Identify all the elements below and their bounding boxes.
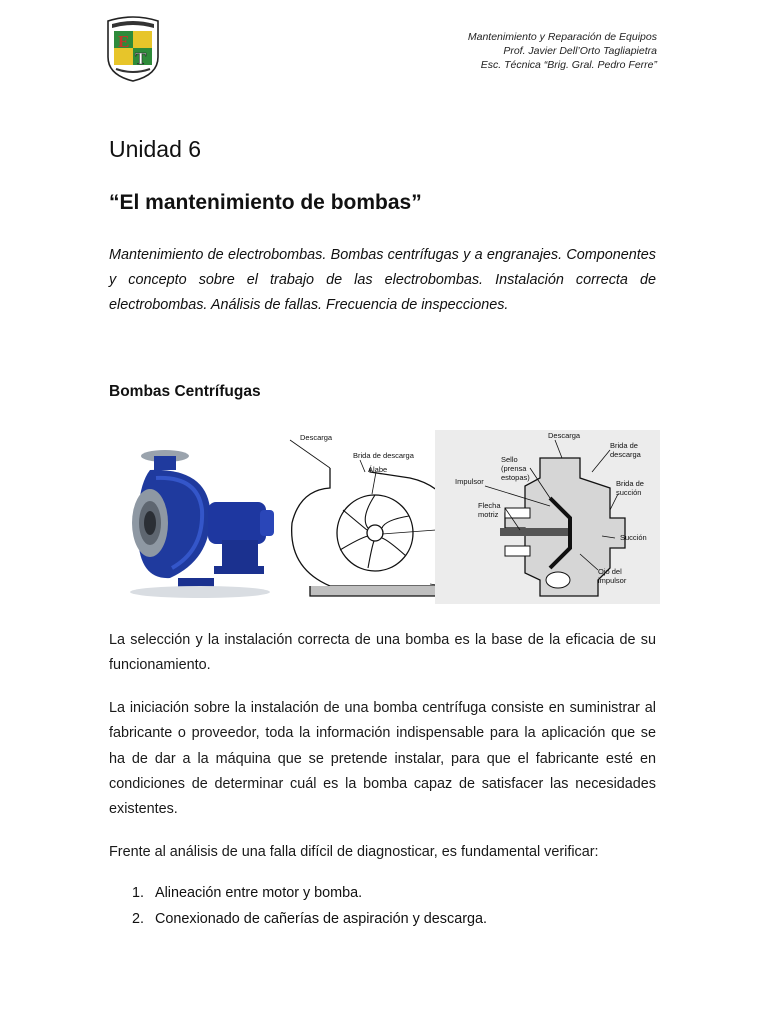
document-title: “El mantenimiento de bombas” <box>109 191 422 214</box>
label-descarga-1: Descarga <box>300 433 333 442</box>
paragraph-seleccion: La selección y la instalación correcta de una bomba es la base de la eficacia de su funcionamiento. <box>109 632 656 674</box>
list-item-number: 2. <box>132 910 145 927</box>
label-sello-a: Sello <box>501 455 518 464</box>
header-course: Mantenimiento y Reparación de Equipos <box>467 31 657 43</box>
label-brida-succion-b: succión <box>616 488 642 497</box>
header-professor: Prof. Javier Dell’Orto Tagliapietra <box>503 45 657 57</box>
pump-figure <box>110 428 660 606</box>
label-flecha-a: Flecha <box>478 501 501 510</box>
label-brida-descarga-1: Brida de descarga <box>353 451 414 460</box>
list-item-number: 1. <box>132 885 145 901</box>
verification-list <box>109 881 656 932</box>
intro-paragraph: Mantenimiento de electrobombas. Bombas centrífugas y a engranajes. Componentes y concepto sobre el trabajo de las electrobombas. Instalación correcta de electrobombas. Análisis de fallas. Frecuencia de inspecciones. <box>109 247 656 313</box>
page-header <box>468 30 657 72</box>
label-ojo-2a: Ojo del <box>598 567 622 576</box>
label-brida-descarga-2b: descarga <box>610 450 641 459</box>
label-sello-c: estopas) <box>501 473 530 482</box>
svg-text:T: T <box>135 49 147 68</box>
label-impulsor: Impulsor <box>455 477 484 486</box>
svg-text:E: E <box>118 32 130 51</box>
paragraph-analisis: Frente al análisis de una falla difícil de diagnosticar, es fundamental verificar: <box>109 844 599 860</box>
school-logo <box>104 13 162 83</box>
list-item <box>109 881 656 907</box>
label-descarga-2: Descarga <box>548 431 581 440</box>
list-item-text: Conexionado de cañerías de aspiración y descarga. <box>155 910 487 927</box>
unit-heading: Unidad 6 <box>109 136 202 162</box>
list-item <box>109 907 656 933</box>
label-brida-succion-a: Brida de <box>616 479 644 488</box>
label-alabe: Álabe <box>368 465 388 474</box>
paragraph-iniciacion: La iniciación sobre la instalación de una bomba centrífuga consiste en suministrar al fabricante o proveedor, toda la información indispensable para la aplicación que se ha de dar a la máquina que se pretende instalar, para que el fabricante esté en condiciones de determinar cuál es la bomba capaz de satisfacer las necesidades existentes. <box>109 700 656 818</box>
header-school: Esc. Técnica “Brig. Gral. Pedro Ferre” <box>480 59 657 71</box>
centrifugal-pump-diagram <box>290 440 460 596</box>
label-ojo-2b: impulsor <box>598 576 627 585</box>
label-sello-b: (prensa <box>501 464 527 473</box>
section-title: Bombas Centrífugas <box>109 383 261 400</box>
list-item-text: Alineación entre motor y bomba. <box>155 885 363 901</box>
label-flecha-b: motriz <box>478 510 499 519</box>
pump-photo <box>130 450 274 598</box>
label-succion: Succión <box>620 533 647 542</box>
label-brida-descarga-2a: Brida de <box>610 441 638 450</box>
